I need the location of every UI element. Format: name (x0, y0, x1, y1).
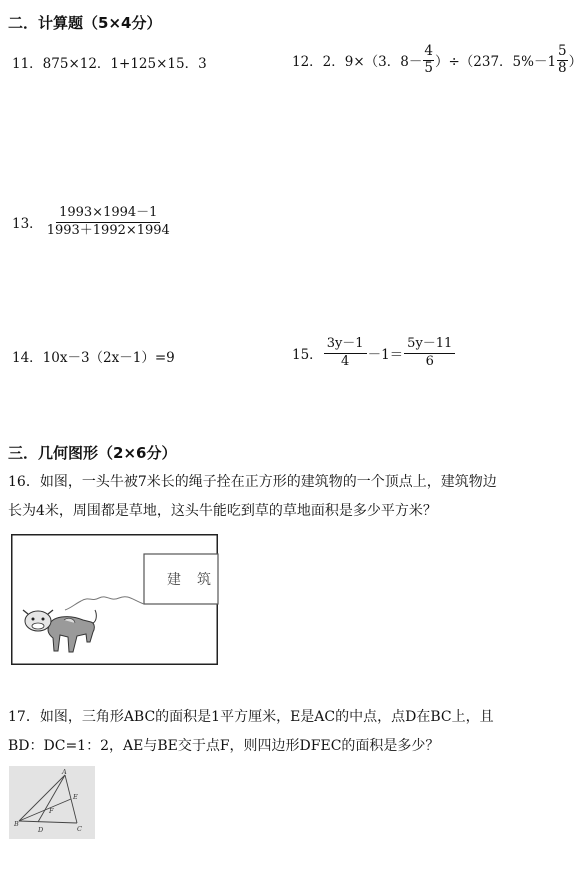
q15-fraction-2 (404, 336, 455, 371)
question-16 (8, 468, 538, 526)
building-label: 建 筑 (167, 572, 212, 588)
q12-fraction-1 (423, 44, 434, 76)
q17-line-1: 17．如图，三角形ABC的面积是1平方厘米，E是AC的中点，点D在BC上，且 (8, 709, 494, 725)
q13-denominator: 1993＋1992×1994 (46, 222, 170, 238)
question-13 (12, 205, 174, 240)
q12-prefix: 12．2．9×（3．8－ (292, 54, 423, 71)
q15-frac2-denominator: 6 (425, 353, 434, 369)
q17-line-2: BD：DC=1：2，AE与BE交于点F，则四边形DFEC的面积是多少？ (8, 738, 440, 754)
question-14: 14．10x－3（2x－1）=9 (12, 350, 175, 366)
section3-title: 三．几何图形（2×6分） (8, 444, 177, 462)
q13-label: 13． (12, 216, 43, 233)
label-b: B (14, 820, 19, 828)
q15-middle: －1＝ (367, 347, 404, 364)
question-11: 11．875×12．1+125×15．3 (12, 56, 207, 72)
q12-frac1-denominator: 5 (424, 59, 433, 76)
q15-frac1-numerator: 3y－1 (324, 336, 367, 354)
q12-frac2-denominator: 8 (558, 59, 567, 76)
q15-fraction-1 (324, 336, 367, 371)
q15-frac2-numerator: 5y－11 (404, 336, 455, 354)
question-15 (292, 336, 456, 371)
q16-line-1: 16．如图，一头牛被7米长的绳子拴在正方形的建筑物的一个顶点上，建筑物边 (8, 474, 497, 490)
label-d: D (38, 826, 44, 834)
q15-label: 15． (292, 347, 323, 364)
cow-building-diagram (11, 534, 218, 665)
q12-frac2-numerator: 5 (558, 43, 567, 59)
q13-fraction (44, 205, 173, 240)
label-e: E (73, 793, 78, 801)
triangle-diagram (9, 766, 95, 839)
q12-fraction-2 (557, 44, 568, 76)
q12-middle: ）÷（237．5%－1 (434, 54, 557, 71)
question-12 (292, 44, 582, 76)
q16-line-2: 长为4米，周围都是草地，这头牛能吃到草的草地面积是多少平方米？ (8, 503, 437, 519)
triangle-figure (9, 766, 95, 839)
section2-title: 二．计算题（5×4分） (8, 14, 162, 32)
label-a: A (62, 768, 67, 776)
question-17 (8, 703, 538, 761)
q15-frac1-denominator: 4 (340, 353, 350, 369)
label-f: F (49, 807, 54, 815)
q12-frac1-numerator: 4 (424, 43, 433, 59)
q13-numerator: 1993×1994－1 (56, 205, 160, 223)
q12-suffix: ） (568, 54, 582, 71)
cow-building-figure (11, 534, 218, 665)
label-c: C (77, 825, 82, 833)
